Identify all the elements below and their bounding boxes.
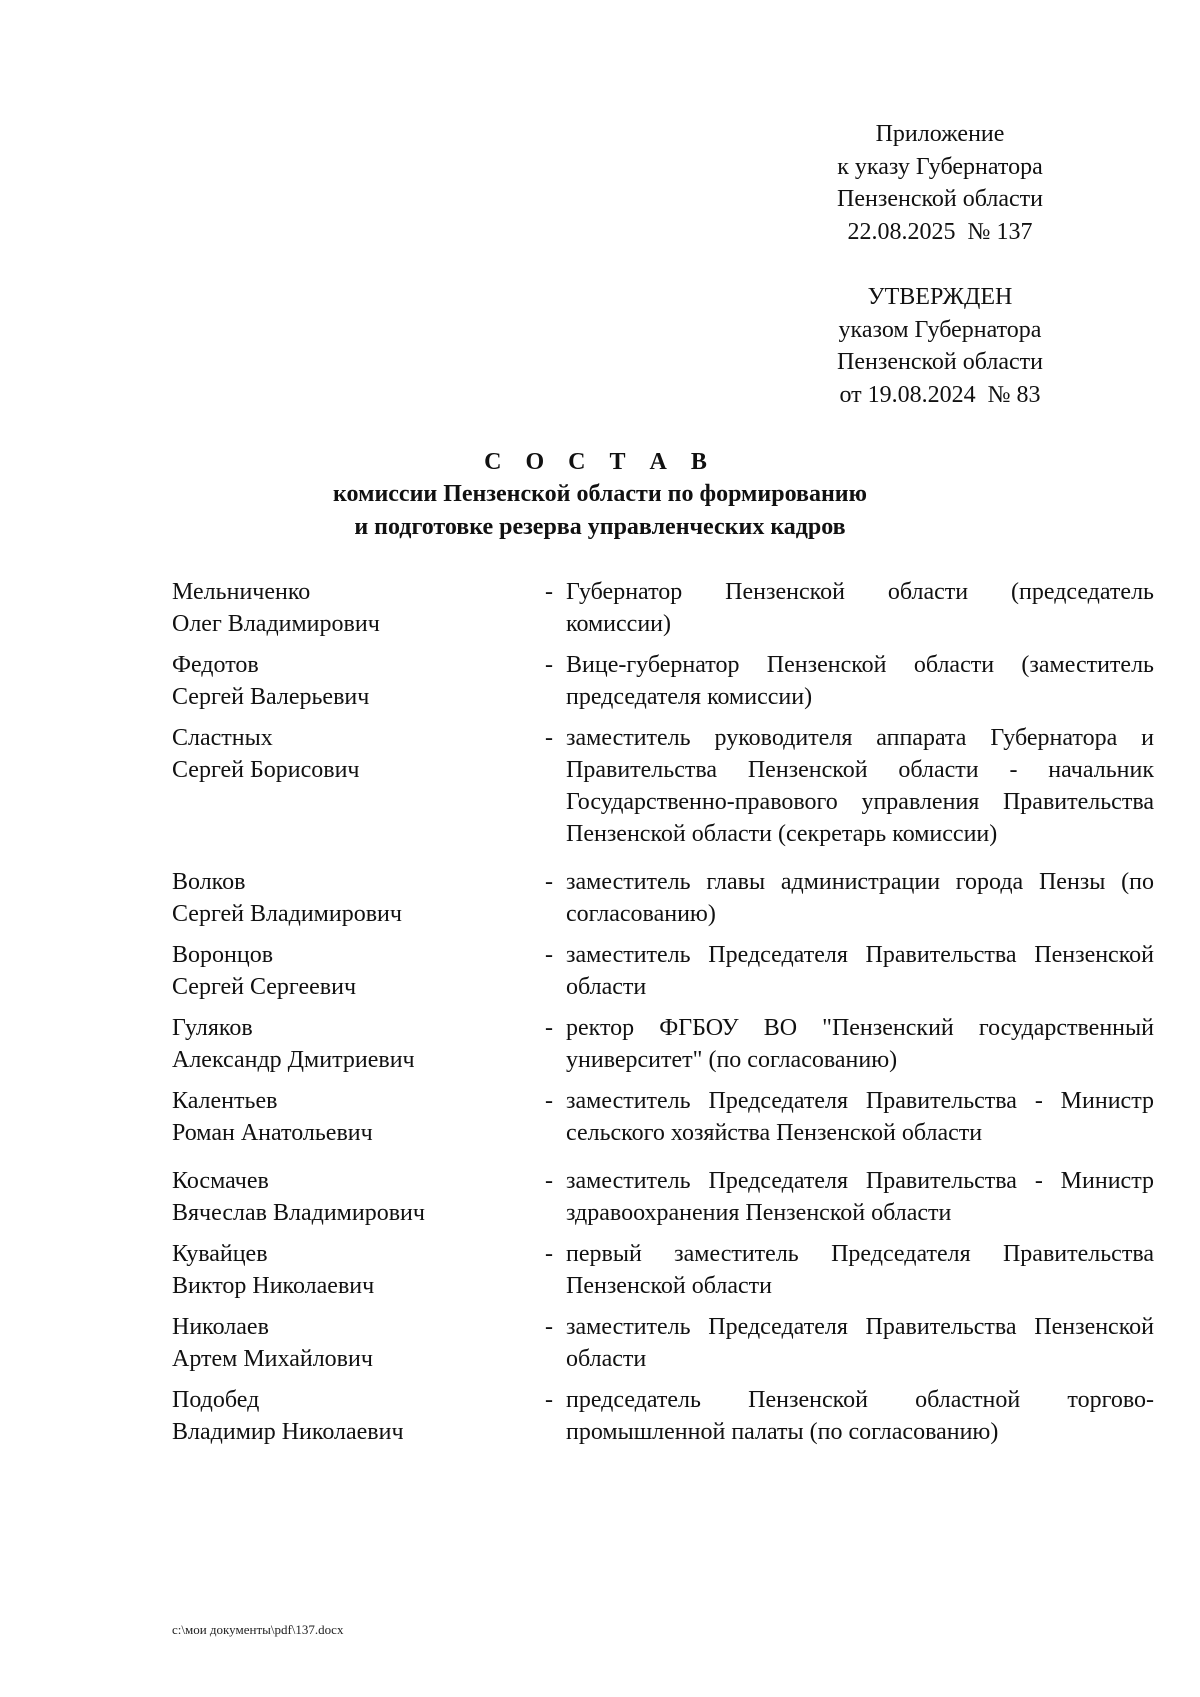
member-role: заместитель руководителя аппарата Губернатора и Правительства Пензенской области - начальник Государственно-правового управления Правительства Пензенской области (секретарь комиссии) — [566, 725, 1154, 847]
member-row — [172, 939, 1154, 1003]
member-role: Вице-губернатор Пензенской области (заместитель председателя комиссии) — [566, 652, 1154, 710]
member-surname: Федотов — [172, 652, 259, 678]
member-given-names: Вячеслав Владимирович — [172, 1200, 425, 1226]
member-row — [172, 1311, 1154, 1375]
member-row — [172, 1012, 1154, 1076]
member-surname: Кувайцев — [172, 1241, 268, 1267]
member-row — [172, 866, 1154, 930]
member-surname: Сластных — [172, 725, 273, 751]
member-surname: Калентьев — [172, 1088, 278, 1114]
member-name — [172, 1311, 532, 1375]
member-row — [172, 1085, 1154, 1149]
approved-line: УТВЕРЖДЕН — [867, 284, 1013, 310]
commission-members-list — [172, 576, 1154, 1457]
member-surname: Подобед — [172, 1387, 260, 1413]
member-dash: - — [545, 1241, 553, 1267]
member-role: заместитель Председателя Правительства - Министр здравоохранения Пензенской области — [566, 1168, 1154, 1226]
member-role: заместитель главы администрации города Пензы (по согласованию) — [566, 869, 1154, 927]
appendix-header — [790, 118, 1090, 248]
member-row — [172, 1165, 1154, 1229]
member-given-names: Сергей Владимирович — [172, 901, 402, 927]
member-name — [172, 1384, 532, 1448]
member-row — [172, 1384, 1154, 1448]
member-dash: - — [545, 579, 553, 605]
document-subtitle-line: и подготовке резерва управленческих кадров — [354, 514, 846, 540]
member-role: заместитель Председателя Правительства Пензенской области — [566, 1314, 1154, 1372]
member-role: председатель Пензенской областной торгово-промышленной палаты (по согласованию) — [566, 1387, 1154, 1445]
member-row — [172, 722, 1154, 850]
file-path-footer: c:\мои документы\pdf\137.docx — [172, 1622, 344, 1637]
member-given-names: Роман Анатольевич — [172, 1120, 373, 1146]
approved-line: Пензенской области — [837, 349, 1043, 375]
approved-decree-number: от 19.08.2024 № 83 — [839, 381, 1041, 408]
member-row — [172, 1238, 1154, 1302]
member-surname: Николаев — [172, 1314, 269, 1340]
member-dash: - — [545, 725, 553, 751]
appendix-line: к указу Губернатора — [837, 153, 1043, 180]
member-surname: Воронцов — [172, 942, 274, 968]
member-dash: - — [545, 1314, 553, 1340]
member-given-names: Олег Владимирович — [172, 611, 380, 637]
appendix-decree-number: 22.08.2025 № 137 — [847, 218, 1033, 245]
document-title: С О С Т А В — [484, 449, 716, 475]
member-dash: - — [545, 1168, 553, 1194]
member-role: заместитель Председателя Правительства - Министр сельского хозяйства Пензенской области — [566, 1088, 1154, 1146]
document-subtitle-line: комиссии Пензенской области по формированию — [333, 481, 867, 507]
member-name — [172, 576, 532, 640]
member-name — [172, 649, 532, 713]
appendix-line: Пензенской области — [837, 186, 1043, 212]
member-surname: Волков — [172, 869, 246, 895]
member-dash: - — [545, 1088, 553, 1114]
member-name — [172, 1085, 532, 1149]
member-role: первый заместитель Председателя Правительства Пензенской области — [566, 1241, 1154, 1299]
member-name — [172, 1165, 532, 1229]
member-given-names: Владимир Николаевич — [172, 1419, 404, 1445]
member-given-names: Виктор Николаевич — [172, 1273, 375, 1299]
member-role: Губернатор Пензенской области (председатель комиссии) — [566, 579, 1154, 637]
member-given-names: Сергей Борисович — [172, 757, 360, 783]
member-given-names: Артем Михайлович — [172, 1346, 373, 1372]
member-role: заместитель Председателя Правительства Пензенской области — [566, 942, 1154, 1000]
approved-header — [790, 281, 1090, 411]
approved-line: указом Губернатора — [838, 316, 1042, 343]
member-dash: - — [545, 1387, 553, 1413]
member-dash: - — [545, 942, 553, 968]
appendix-line: Приложение — [875, 121, 1005, 147]
member-row — [172, 649, 1154, 713]
member-name — [172, 722, 532, 786]
member-given-names: Сергей Сергеевич — [172, 974, 357, 1000]
member-role: ректор ФГБОУ ВО "Пензенский государственный университет" (по согласованию) — [566, 1015, 1154, 1073]
member-surname: Мельниченко — [172, 579, 311, 605]
member-dash: - — [545, 869, 553, 895]
member-name — [172, 866, 532, 930]
member-dash: - — [545, 652, 553, 678]
document-title-block — [0, 446, 1200, 544]
member-row — [172, 576, 1154, 640]
member-surname: Космачев — [172, 1168, 269, 1194]
member-dash: - — [545, 1015, 553, 1041]
member-name — [172, 939, 532, 1003]
member-given-names: Александр Дмитриевич — [172, 1047, 415, 1073]
member-surname: Гуляков — [172, 1015, 253, 1041]
member-name — [172, 1012, 532, 1076]
member-name — [172, 1238, 532, 1302]
member-given-names: Сергей Валерьевич — [172, 684, 370, 710]
